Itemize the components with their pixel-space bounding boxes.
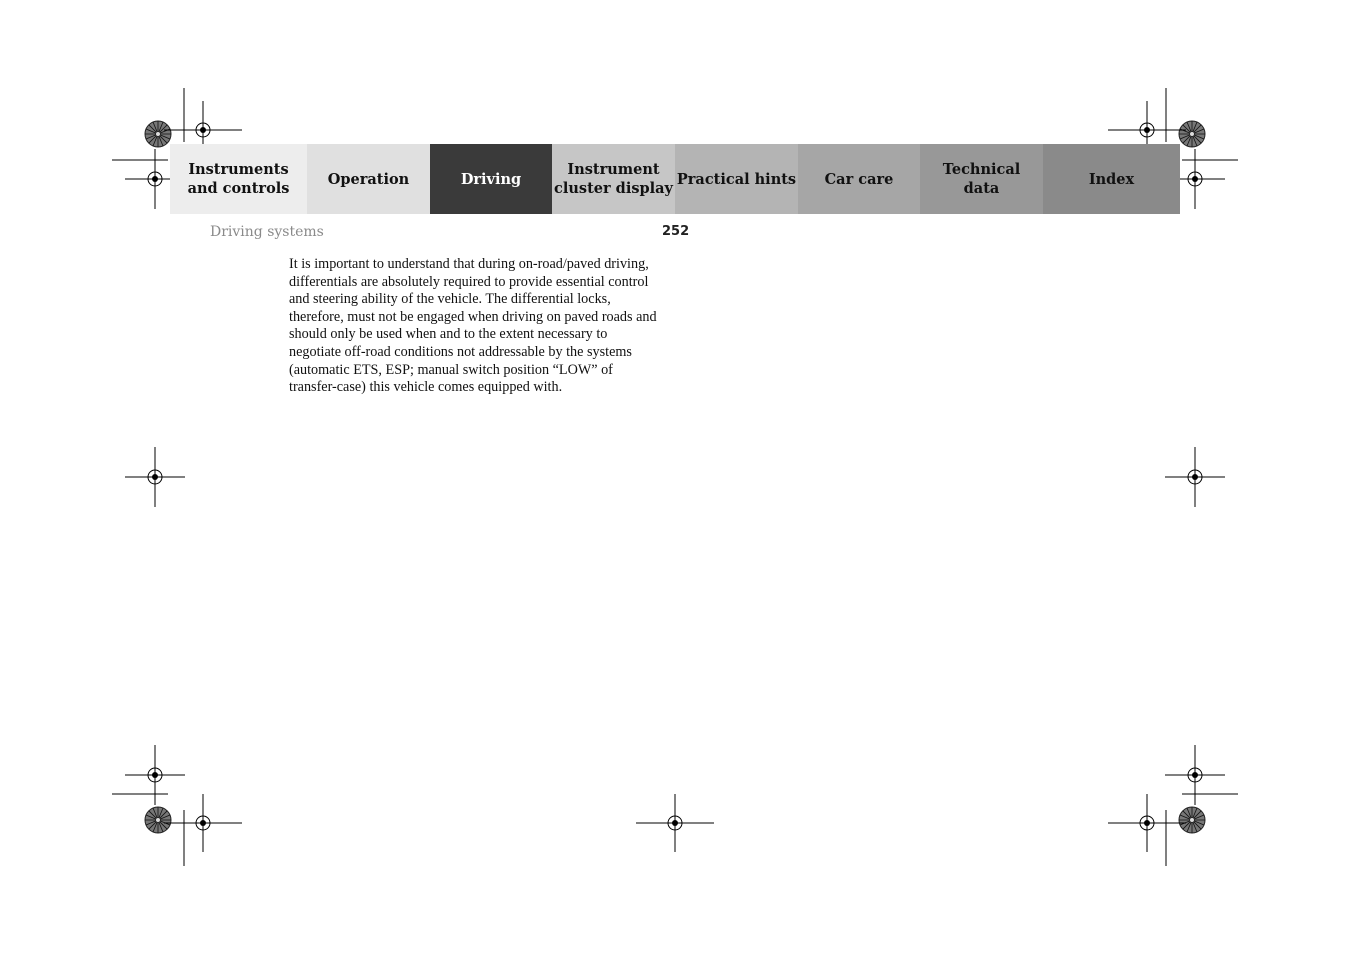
page-number: 252 [662, 224, 690, 239]
tab-index[interactable]: Index [1043, 144, 1180, 214]
body-paragraph: It is important to understand that during on-road/paved driving, differentials are absolutely required to provide essential control and steering ability of the vehicle. The differential locks, therefore, must not be engaged when driving on paved roads and should only be used when and to the extent necessary to negotiate off-road conditions not addressable by the systems (automatic ETS, ESP; manual switch position “LOW” of transfer-case) this vehicle comes equipped with. [289, 256, 657, 396]
tab-instruments-and-controls[interactable]: Instruments and controls [170, 144, 307, 214]
chapter-tab-bar [170, 144, 1180, 214]
tab-technical-data[interactable]: Technical data [920, 144, 1043, 214]
tab-instrument-cluster-display[interactable]: Instrument cluster display [552, 144, 675, 214]
tab-operation[interactable]: Operation [307, 144, 430, 214]
tab-driving[interactable]: Driving [430, 144, 552, 214]
tab-car-care[interactable]: Car care [798, 144, 920, 214]
tab-practical-hints[interactable]: Practical hints [675, 144, 798, 214]
section-title: Driving systems [210, 224, 324, 240]
